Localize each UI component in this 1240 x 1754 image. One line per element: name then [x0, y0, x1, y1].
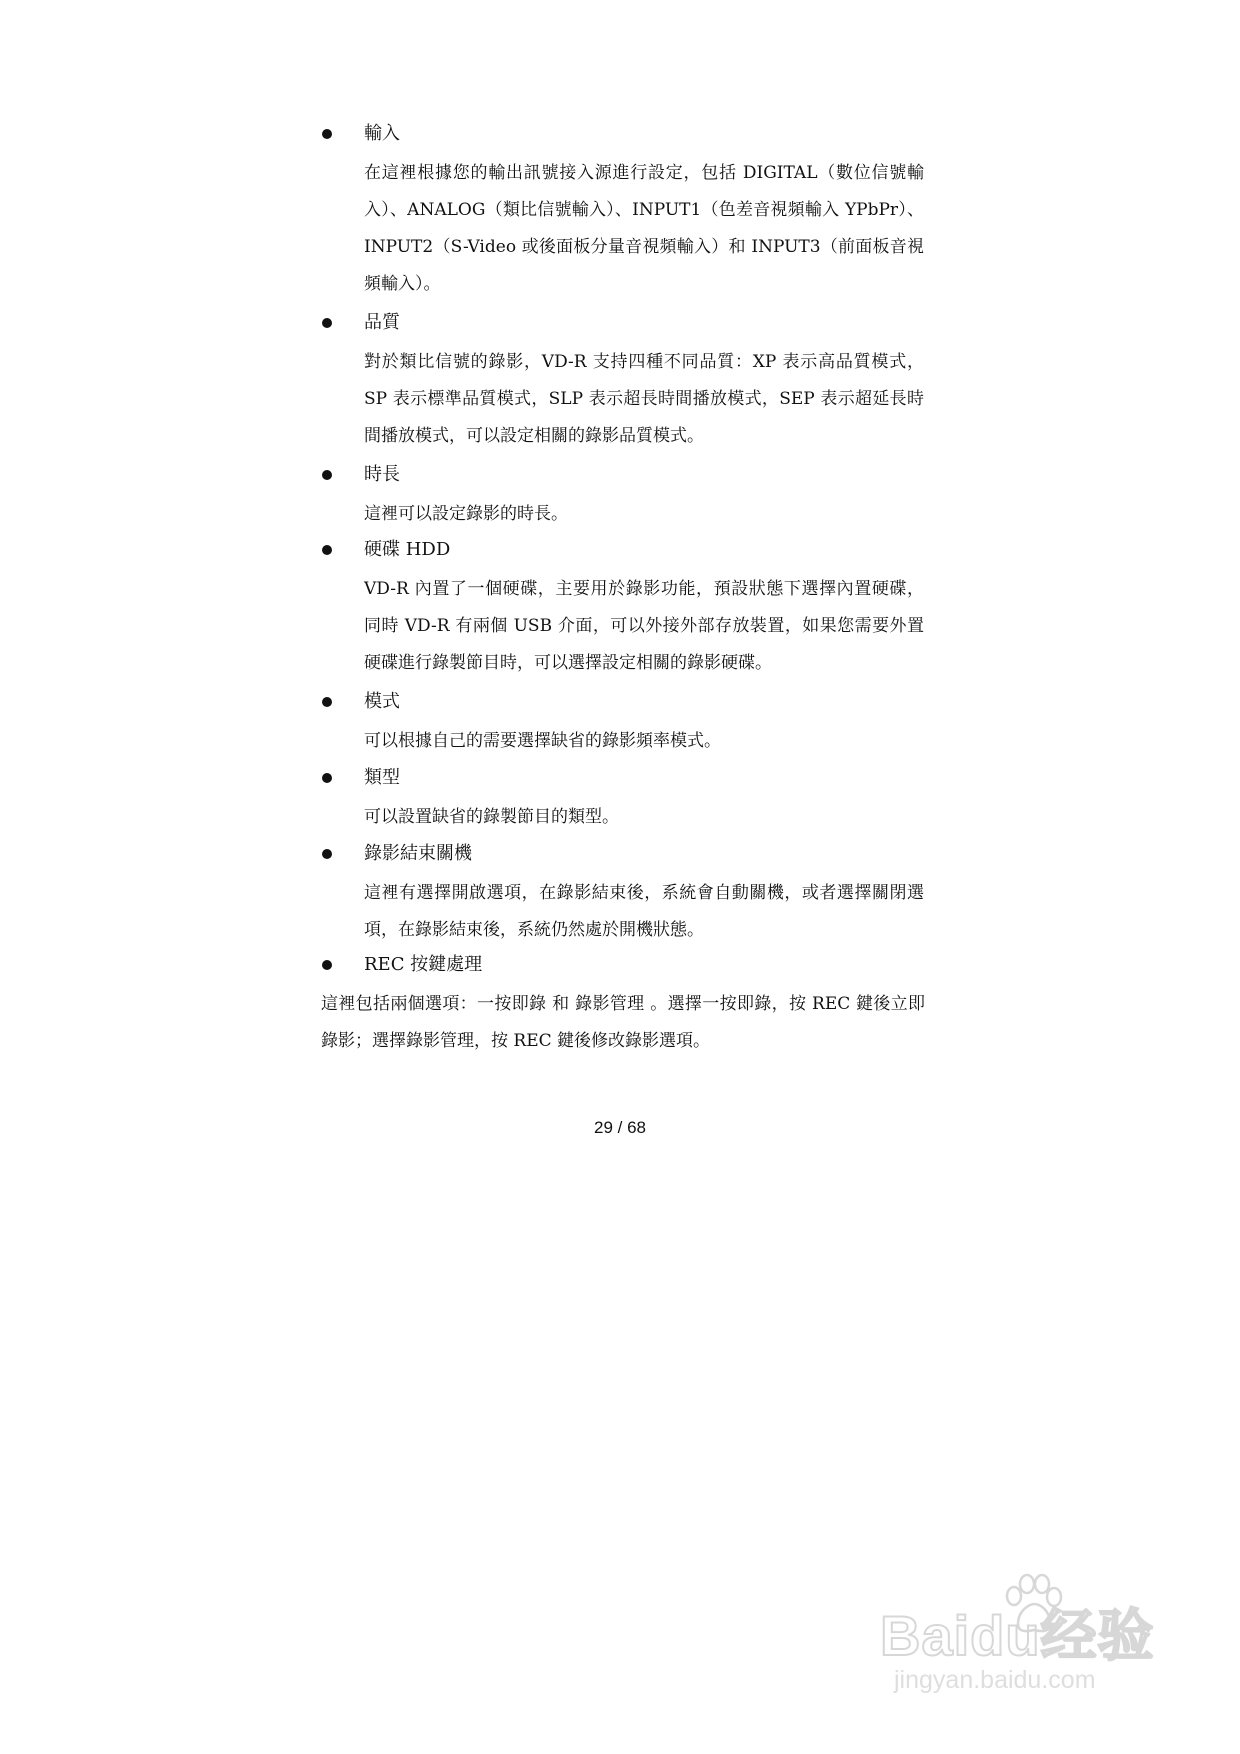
item-heading: REC 按鍵處理 [364, 954, 483, 975]
rec-key-note: 這裡包括兩個選項：一按即錄 和 錄影管理 。選擇一按即錄，按 REC 鍵後立即錄影；選擇錄影管理，按 REC 鍵後修改錄影選項。 [321, 994, 925, 1051]
page-number: 29 / 68 [594, 1118, 646, 1137]
bullet-icon [322, 545, 332, 555]
item-heading: 硬碟 HDD [364, 539, 451, 560]
item-description: 對於類比信號的錄影，VD-R 支持四種不同品質：XP 表示高品質模式，SP 表示標準品質模式，SLP 表示超長時間播放模式，SEP 表示超延長時間播放模式，可以設定相關的錄影品質模式。 [364, 352, 924, 446]
watermark-brand: Baidu经验 [880, 1604, 1155, 1667]
watermark-logo [880, 1578, 1180, 1710]
item-heading: 時長 [364, 464, 400, 485]
item-heading: 品質 [364, 312, 400, 333]
bullet-icon [322, 697, 332, 707]
bullet-icon [322, 960, 332, 970]
item-heading: 錄影結束關機 [364, 843, 472, 864]
bullet-icon [322, 773, 332, 783]
item-description: 這裡可以設定錄影的時長。 [364, 504, 568, 524]
item-heading: 類型 [364, 767, 400, 788]
item-heading: 輸入 [364, 123, 400, 144]
bullet-icon [322, 470, 332, 480]
watermark-url: jingyan.baidu.com [894, 1666, 1096, 1694]
item-description: 這裡有選擇開啟選項，在錄影結束後，系統會自動關機，或者選擇關閉選項，在錄影結束後，系統仍然處於開機狀態。 [364, 883, 924, 940]
item-description: 在這裡根據您的輸出訊號接入源進行設定，包括 DIGITAL（數位信號輸入）、ANALOG（類比信號輸入）、INPUT1（色差音視頻輸入 YPbPr）、INPUT2（S-Video 或後面板分量音視頻輸入）和 INPUT3（前面板音視頻輸入）。 [364, 163, 924, 294]
bullet-icon [322, 129, 332, 139]
item-description: 可以設置缺省的錄製節目的類型。 [364, 807, 619, 827]
bullet-icon [322, 849, 332, 859]
item-description: VD-R 內置了一個硬碟，主要用於錄影功能，預設狀態下選擇內置硬碟，同時 VD-R 有兩個 USB 介面，可以外接外部存放裝置，如果您需要外置硬碟進行錄製節目時，可以選擇設定相關的錄影硬碟。 [364, 579, 924, 673]
item-description: 可以根據自己的需要選擇缺省的錄影頻率模式。 [364, 731, 721, 751]
bullet-icon [322, 318, 332, 328]
item-heading: 模式 [364, 691, 400, 712]
